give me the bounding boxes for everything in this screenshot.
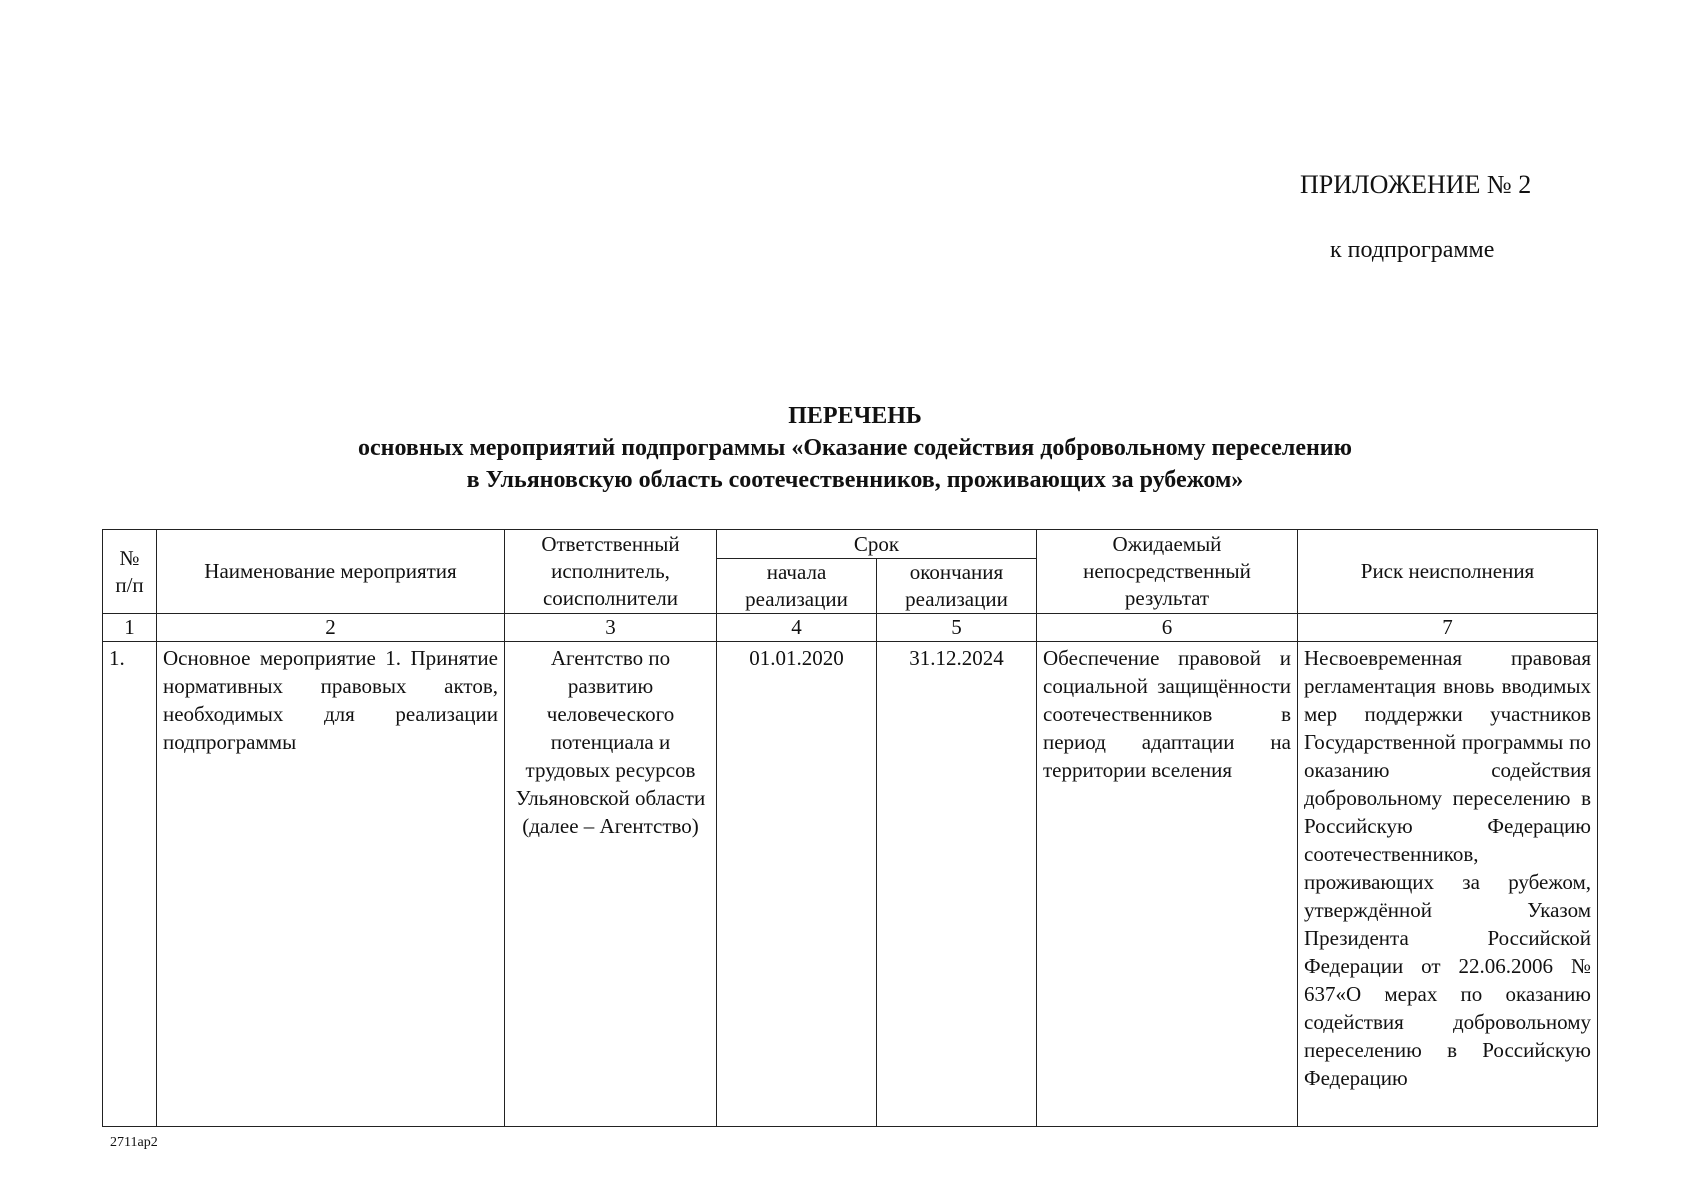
- document-title: [100, 400, 1610, 496]
- row-num: 1.: [103, 642, 157, 1127]
- header-end: окончания реализации: [877, 559, 1037, 614]
- document-title-line-3: в Ульяновскую область соотечественников, проживающих за рубежом»: [466, 467, 1244, 493]
- row-risk: Несвоевременная правовая регламентация вновь вводимых мер поддержки участников Государственной программы по оказанию содействия добровольному переселению в Российскую Федерацию соотечественников, проживающих за рубежом, утверждённой Указом Президента Российской Федерации от 22.06.2006 № 637«О мерах по оказанию содействия добровольному переселению в Российскую Федерацию: [1298, 642, 1598, 1127]
- row-expected-result: Обеспечение правовой и социальной защищённости соотечественников в период адаптации на территории вселения: [1037, 642, 1298, 1127]
- column-number: 1: [103, 614, 157, 642]
- column-number: 7: [1298, 614, 1598, 642]
- header-risk: Риск неисполнения: [1298, 530, 1598, 614]
- header-num: № п/п: [103, 530, 157, 614]
- column-number: 5: [877, 614, 1037, 642]
- row-start-date: 01.01.2020: [717, 642, 877, 1127]
- column-number: 4: [717, 614, 877, 642]
- measures-table: [102, 529, 1598, 1127]
- header-result: Ожидаемый непосредственный результат: [1037, 530, 1298, 614]
- row-end-date: 31.12.2024: [877, 642, 1037, 1127]
- header-row: [103, 530, 1598, 559]
- column-number-row: [103, 614, 1598, 642]
- appendix-subtitle: к подпрограмме: [1330, 237, 1495, 263]
- header-name: Наименование мероприятия: [157, 530, 505, 614]
- table-row: [103, 642, 1598, 1127]
- header-start: начала реализации: [717, 559, 877, 614]
- document-title-line-2: основных мероприятий подпрограммы «Оказание содействия добровольному переселению: [358, 435, 1352, 461]
- column-number: 3: [505, 614, 717, 642]
- column-number: 2: [157, 614, 505, 642]
- header-term: Срок: [717, 530, 1037, 559]
- document-title-line-1: ПЕРЕЧЕНЬ: [788, 403, 922, 429]
- header-executor: Ответственный исполнитель, соисполнители: [505, 530, 717, 614]
- column-number: 6: [1037, 614, 1298, 642]
- row-executor: Агентство по развитию человеческого потенциала и трудовых ресурсов Ульяновской области (далее – Агентство): [505, 642, 717, 1127]
- row-measure-name: Основное мероприятие 1. Принятие нормативных правовых актов, необходимых для реализации подпрограммы: [157, 642, 505, 1127]
- footer-code: 2711ap2: [110, 1135, 158, 1150]
- appendix-title: ПРИЛОЖЕНИЕ № 2: [1300, 170, 1532, 199]
